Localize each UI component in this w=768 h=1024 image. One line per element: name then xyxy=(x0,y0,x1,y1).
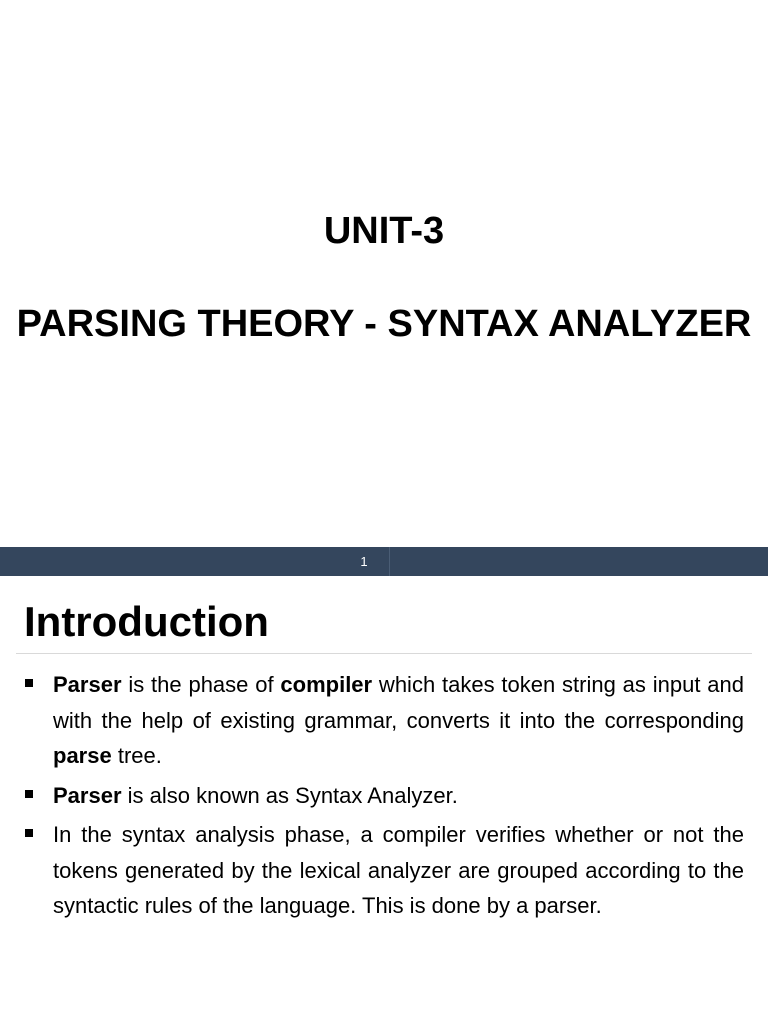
bullet-text: is also known as Syntax Analyzer. xyxy=(121,782,458,808)
slide-title: PARSING THEORY - SYNTAX ANALYZER xyxy=(16,303,752,345)
introduction-slide xyxy=(0,576,768,1024)
square-bullet-icon xyxy=(25,790,33,798)
bullet-text: which takes token string as input and with the help of existing grammar, converts it into the corresponding xyxy=(53,672,744,733)
divider-separator xyxy=(389,547,390,576)
page-number: 1 xyxy=(360,554,368,569)
bullet-item xyxy=(0,778,768,814)
bold-term: Parser xyxy=(53,672,122,697)
bullet-text: is the phase of xyxy=(121,672,281,697)
bold-term: compiler xyxy=(280,672,373,697)
bullet-item xyxy=(0,817,768,924)
bullet-text: In the syntax analysis phase, a compiler verifies whether or not the tokens generated by the lexical analyzer are grouped according to the syntactic rules of the language. This is done by a parser. xyxy=(53,822,744,918)
square-bullet-icon xyxy=(25,829,33,837)
bullet-item xyxy=(0,667,768,774)
introduction-heading: Introduction xyxy=(24,598,269,645)
bold-term: parse xyxy=(53,743,112,768)
slide-divider-bar xyxy=(0,547,768,576)
unit-heading: UNIT-3 xyxy=(323,210,445,252)
bullet-text: tree. xyxy=(111,743,162,768)
bullet-list xyxy=(0,667,768,928)
heading-rule xyxy=(16,653,752,654)
bold-term: Parser xyxy=(53,782,122,808)
square-bullet-icon xyxy=(25,679,33,687)
